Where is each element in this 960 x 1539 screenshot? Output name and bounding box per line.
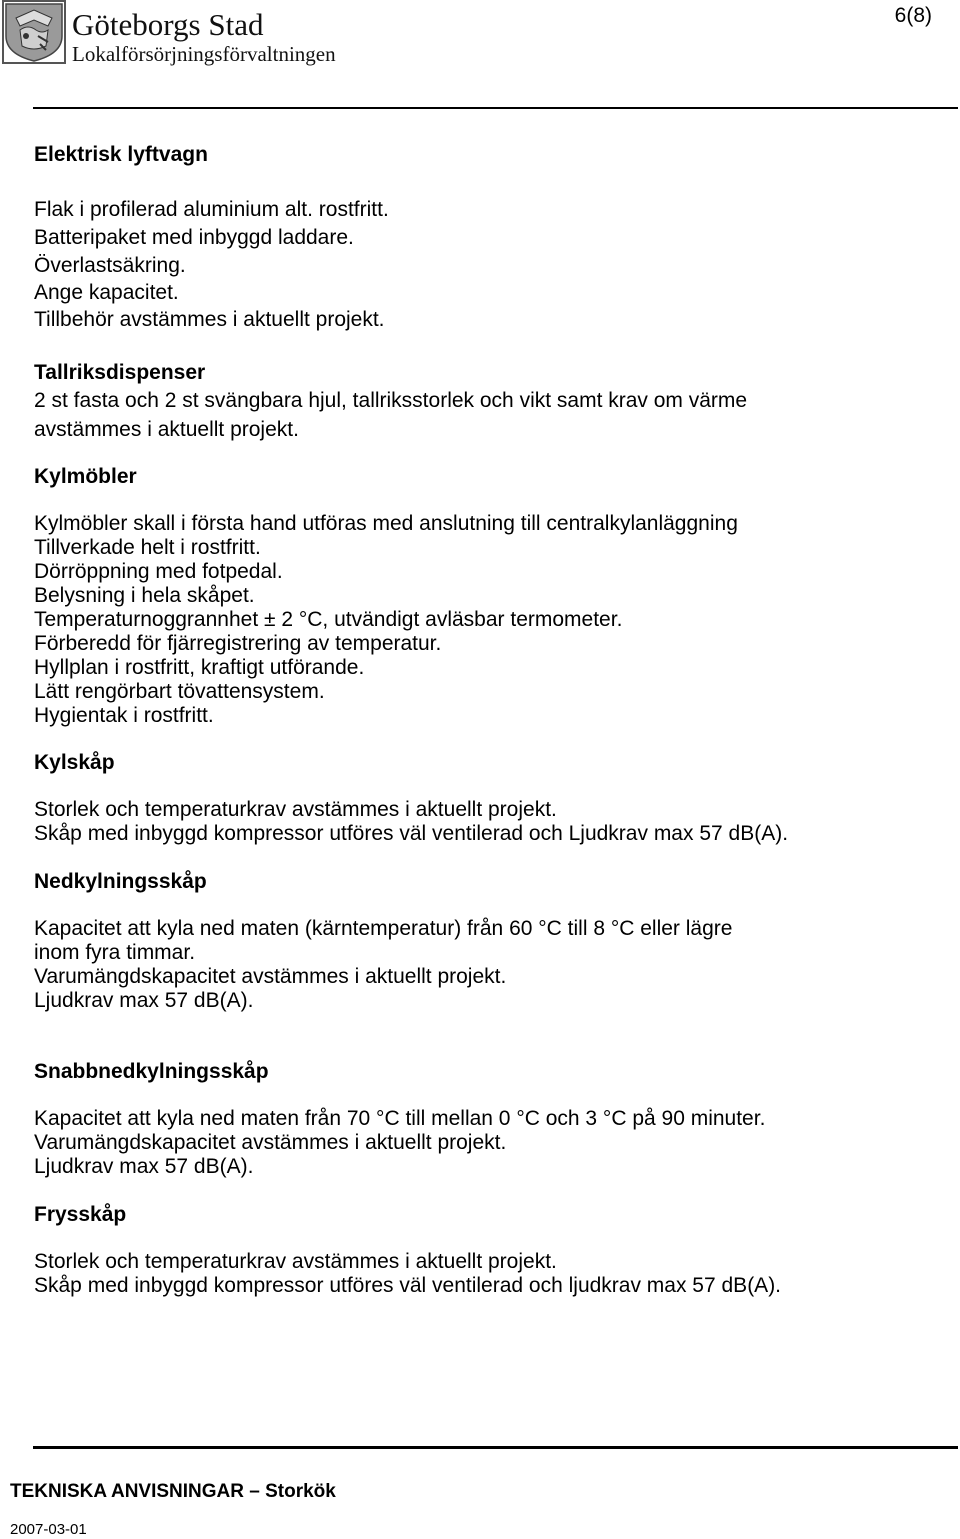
body-line: avstämmes i aktuellt projekt. <box>34 418 299 441</box>
body-line: Förberedd för fjärregistrering av temperatur. <box>34 632 442 655</box>
body-line: Tillverkade helt i rostfritt. <box>34 536 261 559</box>
section-title: Tallriksdispenser <box>34 361 206 384</box>
body-line: 2 st fasta och 2 st svängbara hjul, tallriksstorlek och vikt samt krav om värme <box>34 389 748 412</box>
body-line: Varumängdskapacitet avstämmes i aktuellt projekt. <box>34 965 507 988</box>
body-line: Ljudkrav max 57 dB(A). <box>34 1155 254 1178</box>
footer-divider <box>33 1446 958 1449</box>
department-name: Lokalförsörjningsförvaltningen <box>72 42 336 66</box>
body-line: Storlek och temperaturkrav avstämmes i aktuellt projekt. <box>34 1250 557 1273</box>
body-line: Tillbehör avstämmes i aktuellt projekt. <box>34 308 385 331</box>
section-title: Snabbnedkylningsskåp <box>34 1060 269 1083</box>
body-line: Hyllplan i rostfritt, kraftigt utförande. <box>34 656 365 679</box>
body-line: Kylmöbler skall i första hand utföras med anslutning till centralkylanläggning <box>34 512 738 535</box>
body-line: inom fyra timmar. <box>34 941 196 964</box>
section-title: Kylskåp <box>34 751 115 774</box>
body-line: Kapacitet att kyla ned maten (kärntemperatur) från 60 °C till 8 °C eller lägre <box>34 917 733 940</box>
body-line: Skåp med inbyggd kompressor utföres väl ventilerad och ljudkrav max 57 dB(A). <box>34 1274 782 1297</box>
body-line: Överlastsäkring. <box>34 254 186 277</box>
body-line: Kapacitet att kyla ned maten från 70 °C till mellan 0 °C och 3 °C på 90 minuter. <box>34 1107 766 1130</box>
body-line: Varumängdskapacitet avstämmes i aktuellt projekt. <box>34 1131 507 1154</box>
body-line: Belysning i hela skåpet. <box>34 584 255 607</box>
body-line: Ljudkrav max 57 dB(A). <box>34 989 254 1012</box>
section-title: Nedkylningsskåp <box>34 870 207 893</box>
body-line: Temperaturnoggrannhet ± 2 °C, utvändigt avläsbar termometer. <box>34 608 623 631</box>
body-line: Dörröppning med fotpedal. <box>34 560 283 583</box>
header-divider <box>33 107 958 109</box>
section-title: Elektrisk lyftvagn <box>34 143 208 166</box>
body-line: Ange kapacitet. <box>34 281 179 304</box>
body-line: Batteripaket med inbyggd laddare. <box>34 226 354 249</box>
footer-document-title: TEKNISKA ANVISNINGAR – Storkök <box>10 1481 336 1502</box>
footer-date: 2007-03-01 <box>10 1521 87 1538</box>
organization-name: Göteborgs Stad <box>72 7 264 42</box>
section-title: Frysskåp <box>34 1203 127 1226</box>
body-line: Lätt rengörbart tövattensystem. <box>34 680 325 703</box>
section-title: Kylmöbler <box>34 465 137 488</box>
body-line: Hygientak i rostfritt. <box>34 704 214 727</box>
body-line: Skåp med inbyggd kompressor utföres väl ventilerad och Ljudkrav max 57 dB(A). <box>34 822 789 845</box>
city-crest-logo <box>2 0 66 64</box>
page-number: 6(8) <box>894 4 932 27</box>
body-line: Flak i profilerad aluminium alt. rostfritt. <box>34 198 389 221</box>
body-line: Storlek och temperaturkrav avstämmes i aktuellt projekt. <box>34 798 557 821</box>
